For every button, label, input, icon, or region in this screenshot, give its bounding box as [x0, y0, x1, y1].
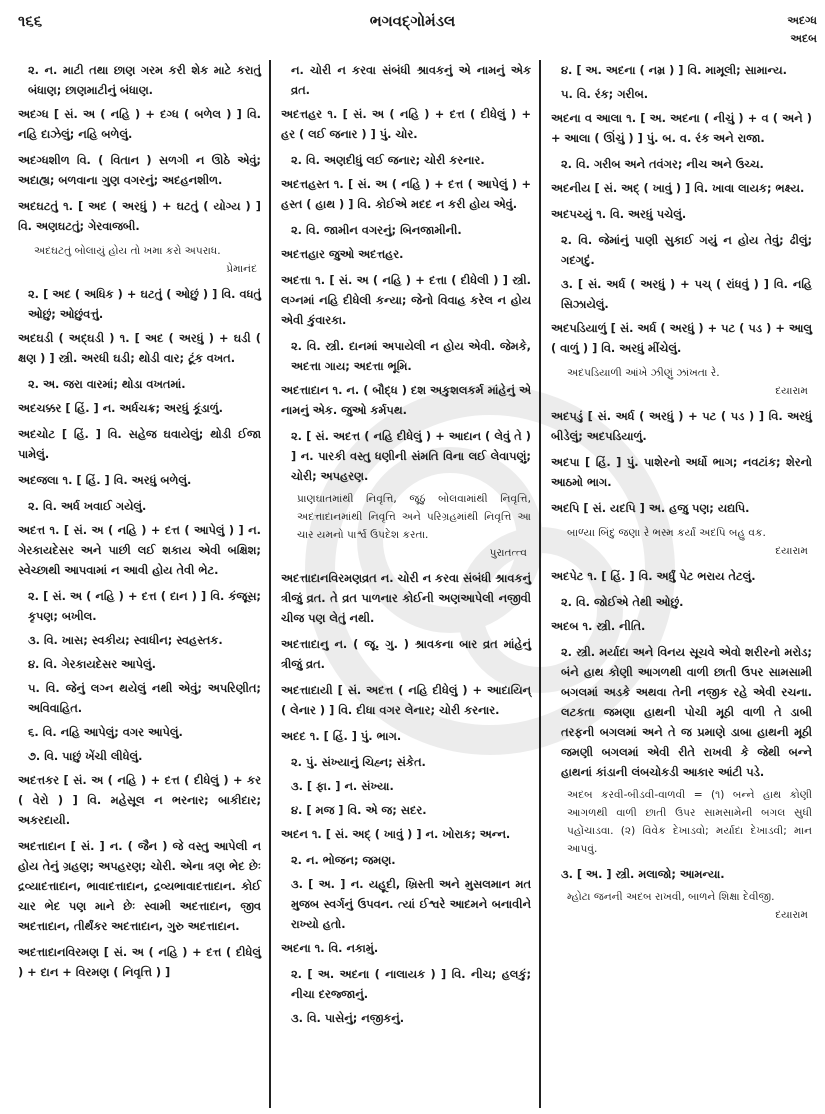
dictionary-entry [551, 498, 812, 518]
definition-text: ૧. [ અદ ( અરધું ) + ઘટતું ( યોગ્ય ) ] વિ. અણઘટતું; ગેરવાજબી. [18, 199, 261, 233]
definition-text: ૨. વિ. અણદીધું લઈ જનાર; ચોરી કરનાર. [291, 153, 485, 167]
headword: અદત્તહાર [281, 247, 325, 261]
definition-text: ૬. વિ. નહિ આપેલું; વગર આપેલું. [28, 725, 183, 739]
entry-sense [281, 752, 531, 772]
definition-text: [ સં. અર્ધ ( અરધું ) + પટ ( પડ ) + આલુ ( વાળું ) ] વિ. અરધું મીંચેલું. [551, 321, 812, 355]
entry-sense [18, 746, 261, 766]
headword: અદગ્ધ [18, 107, 49, 121]
dictionary-entry [551, 406, 812, 446]
dictionary-entry [18, 942, 261, 982]
dictionary-entry [281, 174, 531, 214]
headword: અદપડિયાળું [551, 321, 607, 335]
headword: અદન [281, 827, 308, 841]
definition-text: વિ. ( વિતાન ) સળગી ન ઊઠે એવું; અદાહ્ય; બળવાના ગુણ વગરનું; અદહનશીળ. [18, 153, 261, 187]
headword: અદપિ [551, 501, 580, 515]
definition-text: ૨. વિ. જોઈએ તેથી ઓછું. [561, 595, 684, 609]
definition-text: ૨. [ સં. અ ( નહિ ) + દત્ત ( દાન ) ] વિ. કંજૂસ; કૃપણ; બખીલ. [28, 589, 261, 623]
quote-text: બાળ્યા બિંદુ જણા રે ભસ્મ કર્યાં અદપિ બહુ વક. [567, 527, 766, 539]
entry-sense [281, 150, 531, 170]
dictionary-entry [18, 520, 261, 580]
entry-sense [18, 630, 261, 650]
definition-text: ૩. [ સં. અર્ધ ( અરધું ) + પચ્ ( રાંધવું ) ] વિ. નહિ સિઝાયેલું. [561, 277, 812, 311]
definition-text: ૨. ન. માટી તથા છાણ ગરમ કરી શેક માટે કરાતું બંધાણ; છાણમાટીનું બંધાણ. [28, 63, 261, 97]
definition-text: ૧. [ સં. અદ્ ( ખાવું ) ] ન. ખોરાક; અન્ન. [311, 827, 511, 841]
definition-text: ૧. [ સં. અ ( નહિ ) + દત્ત ( આપેલું ) ] ન. ગેરકાયદેસર અને પાછી લઈ શકાય એવી બક્ષિશ; સ્વેચ્છાથી આપવામાં ન આવી હોય તેવી ભેટ. [18, 523, 261, 577]
column-1 [8, 60, 271, 1108]
definition-text: ૧. [ સં. અ ( નહિ ) + દત્ત ( દીધેલું ) + હર ( લઈ જનાર ) ] પું. ચોર. [281, 107, 531, 141]
definition-text: ૨. ન. ભોજન; જમણ. [291, 853, 396, 867]
entry-sense [18, 654, 261, 674]
definition-text: [ સં. અદ્ ( ખાવું ) ] વિ. ખાવા લાયક; ભક્ષ્ય. [594, 181, 805, 195]
dictionary-entry [281, 680, 531, 720]
headword: અદત્તાદાનુ [281, 637, 329, 651]
entry-sense [281, 336, 531, 376]
definition-text: ૧. સ્ત્રી. નીતિ. [582, 619, 646, 633]
definition-text: [ સં. અ ( નહિ ) + દગ્ધ ( બળેલ ) ] વિ. નહિ દાઝેલું; નહિ બળેલું. [18, 107, 261, 141]
entry-sense [551, 230, 812, 270]
headword: અદત્તાદાયી [281, 683, 333, 697]
entry-sense [18, 496, 261, 516]
quote-source: પ્રેમાનંદ [226, 263, 257, 275]
dictionary-entry [281, 824, 531, 844]
definition-text: ન. ચોરી ન કરવા સંબંધી શ્રાવકનું એ નામનું એક વ્રત. [291, 63, 531, 97]
entry-sense [551, 642, 812, 782]
dictionary-entry [551, 204, 812, 224]
entry-sense [551, 84, 812, 104]
definition-text: ૨. પું. સંખ્યાનું ચિહ્ન; સંકેત. [291, 755, 426, 769]
dictionary-entry [551, 108, 812, 148]
headword: અદઘટતું [18, 199, 59, 213]
dictionary-entry [18, 196, 261, 236]
dictionary-entry [18, 398, 261, 418]
entry-sense [18, 284, 261, 324]
entry-sense [551, 60, 812, 80]
dictionary-entry [281, 938, 531, 958]
headword: અદત્તાદાનવિરમણવ્રત [281, 571, 377, 585]
headword: અદત્તાદાન [281, 383, 329, 397]
definition-text: ૧. વિ. અરધું પચેલું. [596, 207, 687, 221]
dictionary-entry [551, 178, 812, 198]
entry-sense [281, 850, 531, 870]
definition-text: ૧. [ હિં. ] વિ. અર્ધું પેટ ભરાય તેટલું. [587, 569, 756, 583]
definition-text: ૨. વિ. ગરીબ અને તવંગર; નીચ અને ઉચ્ચ. [561, 157, 764, 171]
guide-word-first: અદગ્ધ [787, 14, 817, 27]
dictionary-columns [8, 60, 820, 1108]
headword: અદનીય [551, 181, 591, 195]
headword: અદઘડી ( અદ્ઘડી ) [18, 331, 115, 345]
entry-sense [281, 220, 531, 240]
headword: અદત્તહસ્ત [281, 177, 330, 191]
headword: અદત્ત [18, 523, 46, 537]
definition-text: [ સં. અદત્ત ( નહિ દીધેલું ) + આદાયિન્ ( લેનાર ) ] વિ. દીધા વગર લેનાર; ચોરી કરનાર. [281, 683, 532, 717]
dictionary-entry [18, 104, 261, 144]
definition-text: ૧. [ હિં. ] વિ. અરધું બળેલું. [62, 473, 192, 487]
headword: અદત્તહર [281, 107, 323, 121]
headword: અદના વ આલા [551, 111, 622, 125]
dictionary-entry [281, 104, 531, 144]
definition-text: ૩. [ અ. ] સ્ત્રી. મલાજો; આમન્યા. [561, 867, 725, 881]
citation-quote [551, 364, 812, 400]
definition-text: ૨. [ અદ ( અધિક ) + ઘટતું ( ઓછું ) ] વિ. વધતું ઓછું; ઓછુંવત્તું. [28, 287, 261, 321]
definition-text: ૧. ન. ( બૌદ્ધ ) દશ અકુશલકર્મ માંહેનું એ નામનું એક. જુઓ કર્મપથ. [281, 383, 531, 417]
entry-sense [551, 274, 812, 314]
headword: અદત્તાદાનવિરમણ [18, 945, 100, 959]
dictionary-entry [551, 318, 812, 358]
dictionary-entry [18, 470, 261, 490]
definition-text: ન. ચોરી ન કરવા સંબંધી શ્રાવકનું ત્રીજું વ્રત. તે વ્રત પાળનાર કોઈની અણઆપેલી નજીવી ચીજ પણ લેતું નથી. [281, 571, 531, 625]
dictionary-entry [281, 244, 531, 264]
entry-sense [281, 800, 531, 820]
entry-sense [18, 722, 261, 742]
entry-sense [281, 874, 531, 934]
citation-quote [281, 490, 531, 562]
dictionary-entry [18, 150, 261, 190]
definition-text: ૫. વિ. જેનું લગ્ન થયેલું નથી એવું; અપરિણીત; અવિવાહિત. [28, 681, 261, 715]
headword: અદના [281, 941, 311, 955]
quote-text: અદઘટતું બોલાયું હોય તો ખમા કરો અપરાધ. [34, 245, 221, 257]
definition-text: ૨. વિ. અર્ધ ખવાઈ ગયેલું. [28, 499, 147, 513]
headword: અદગ્ધશીળ [18, 153, 70, 167]
dictionary-entry [281, 726, 531, 746]
citation-quote [551, 888, 812, 924]
headword: અદત્તાદાન [18, 839, 66, 853]
entry-sense [18, 678, 261, 718]
definition-text: ૧. [ સં. અ ( નહિ ) + દત્ત ( આપેલું ) + હસ્ત ( હાથ ) ] વિ. કોઈએ મદદ ન કરી હોય એવું. [281, 177, 532, 211]
headword: અદચક્કર [18, 401, 62, 415]
headword: અદત્તા [281, 273, 311, 287]
entry-sense [18, 374, 261, 394]
definition-text: ૨. વિ. જેમાંનું પાણી સુકાઈ ગયું ન હોય તેવું; ઢીલું; ગદગદું. [561, 233, 812, 267]
definition-text: ૧. [ હિં. ] પું. ભાગ. [309, 729, 402, 743]
definition-text: [ સં. ] ન. ( જૈન ) જે વસ્તુ આપેલી ન હોય તેનું ગ્રહણ; અપહરણ; ચોરી. એના ત્રણ ભેદ છેઃ દ્રવ્યાદત્તાદાન, ભાવાદત્તાદાન, દ્રવ્યભાવાદત્તાદાન. કોઈ ચાર ભેદ પણ માને છેઃ સ્વામી અદત્તાદાન, જીવ અદત્તાદાન, તીર્થંકર અદત્તાદાન, ગુરુ અદત્તાદાન. [18, 839, 261, 933]
entry-sense [18, 586, 261, 626]
entry-sense [281, 776, 531, 796]
definition-text: ૧. [ સં. અ ( નહિ ) + દત્તા ( દીધેલી ) ] સ્ત્રી. લગ્નમાં નહિ દીધેલી કન્યા; જેનો વિવાહ કરેલ ન હોય એવી કુંવારકા. [281, 273, 531, 327]
definition-text: ૪. [ અ. અદના ( નમ્ર ) ] વિ. મામૂલી; સામાન્ય. [561, 63, 787, 77]
quote-text: મ્હોટા જનની અદબ રાખવી, બાળને શિક્ષા દેવીજી. [567, 891, 775, 903]
definition-text: [ હિં. ] વિ. સહેજ ઘવાયેલું; થોડી ઈજા પામેલું. [18, 427, 261, 461]
quote-source: દયારામ [775, 909, 808, 921]
citation-quote [18, 242, 261, 278]
quote-source: દયારામ [775, 385, 808, 397]
dictionary-entry [281, 270, 531, 330]
dictionary-entry [551, 452, 812, 492]
definition-text: ૧. વિ. નકામું. [314, 941, 379, 955]
quote-text: અદપડિયાળી આંખે ઝીણું ઝાંખતા રે. [567, 367, 720, 379]
column-2 [271, 60, 541, 1108]
definition-text: ૭. વિ. પાછું ખેંચી લીધેલું. [28, 749, 143, 763]
quote-text: પ્રાણઘાતમાંથી નિવૃત્તિ, જૂઠું બોલવામાંથી નિવૃત્તિ, અદત્તાદાનમાંથી નિવૃત્તિ અને પરિગ્રહમાંથી નિવૃત્તિ આ ચાર યમનો પાર્શ્વ ઉપદેશ કરતા. [297, 493, 531, 541]
page-header [0, 0, 825, 52]
entry-sense [281, 1008, 531, 1028]
definition-text: [ સં. અ ( નહિ ) + દત્ત ( દીધેલું ) + દાન + વિરમણ ( નિવૃત્તિ ) ] [18, 945, 261, 979]
definition-text: ૨. અ. જરા વારમાં; થોડા વખતમાં. [28, 377, 186, 391]
book-title: ભગવદ્ગોમંડલ [369, 12, 456, 30]
dictionary-entry [18, 770, 261, 830]
entry-sense [18, 60, 261, 100]
dictionary-entry [18, 424, 261, 464]
citation-quote [551, 524, 812, 560]
definition-text: ૨. [ અ. અદના ( નાલાયક ) ] વિ. નીચ; હલકું; નીચા દરજ્જાનું. [291, 967, 531, 1001]
definition-text: ૨. સ્ત્રી. મર્યાદા અને વિનય સૂચવે એવો શરીરનો મરોડ; બંને હાથ કોણી આગળથી વાળી છાતી ઉપર સામસામી બગલમાં અડકે અથવા તેની નજીક રહે એવી રચના. લટકતા જમણા હાથની પોચી મૂઠી વાળી તે ડાબી તરફની બગલમાં અને તે જ પ્રમાણે ડાબા હાથની મૂઠી જમણી બગલમાં એવી રીતે રાખવી કે જેથી બન્ને હાથનાં કાંડાની લંબચોકડી આકાર આંટી પડે. [561, 645, 812, 779]
definition-text: ૩. વિ. ખાસ; સ્વકીય; સ્વાધીન; સ્વહસ્તક. [28, 633, 223, 647]
definition-text: [ સં. યદપિ ] અ. હજુ પણ; યદ્યપિ. [583, 501, 750, 515]
headword: અદપડું [551, 409, 584, 423]
headword: અદદ [281, 729, 306, 743]
definition-text: ૨. વિ. સ્ત્રી. દાનમાં અપાયેલી ન હોય એવી. જેમકે, અદત્તા ગાય; અદત્તા ભૂમિ. [291, 339, 531, 373]
entry-sense [281, 60, 531, 100]
guide-word-last: અદબ [790, 32, 817, 45]
column-3 [541, 60, 820, 1108]
dictionary-entry [281, 634, 531, 674]
dictionary-entry [18, 836, 261, 936]
definition-text: ૩. [ અ. ] ન. યહૂદી, ખ્રિસ્તી અને મુસલમાન મત મુજબ સ્વર્ગનું ઉપવન. ત્યાં ઈશ્વરે આદમને બનાવીને રાખ્યો હતો. [291, 877, 531, 931]
headword: અદપા [551, 455, 580, 469]
headword: અદપેટ [551, 569, 584, 583]
dictionary-entry [551, 566, 812, 586]
definition-text: ૩. વિ. પાસેનું; નજીકનું. [291, 1011, 405, 1025]
definition-text: ૪. વિ. ગેરકાયદેસર આપેલું. [28, 657, 156, 671]
entry-sense [551, 592, 812, 612]
quote-text: અદબ કરવી-બીડવી-વાળવી = (૧) બન્ને હાથ કોણી આગળથી વાળી છાતી ઉપર સામસામેની બગલ સુધી પહોંચાડવા. (૨) વિવેક દેખાડવો; મર્યાદા દેખાડવી; માન આપવું. [567, 789, 812, 855]
definition-text: ૫. વિ. રંક; ગરીબ. [561, 87, 649, 101]
entry-sense [281, 426, 531, 486]
definition-text: ૪. [ મજ ] વિ. એ જ; સદર. [291, 803, 427, 817]
headword: અદબ [551, 619, 579, 633]
entry-sense [551, 154, 812, 174]
dictionary-entry [18, 328, 261, 368]
page-number: ૧૬૬ [18, 12, 43, 30]
definition-text: ન. ( જૂ. ગુ. ) શ્રાવકના બાર વ્રત માંહેનું ત્રીજું વ્રત. [281, 637, 531, 671]
headword: અદત્તકર [18, 773, 60, 787]
entry-sense [281, 964, 531, 1004]
headword: અદજલા [18, 473, 59, 487]
definition-text: ૩. [ ફા. ] ન. સંખ્યા. [291, 779, 394, 793]
definition-text: ૨. વિ. જામીન વગરનું; બિનજામીની. [291, 223, 462, 237]
entry-sense [551, 864, 812, 884]
dictionary-entry [281, 380, 531, 420]
definition-text: ૧. [ અ. અદના ( નીચું ) + વ ( અને ) + આલા ( ઊંચું ) ] પું. બ. વ. રંક અને રાજા. [551, 111, 812, 145]
quote-source: પુરાતત્ત્વ [489, 547, 527, 559]
definition-text: [ હિં. ] ન. અર્ધચક્ર; અરધું કૂંડાળું. [65, 401, 224, 415]
quote-source: દયારામ [775, 545, 808, 557]
headword: અદચોટ [18, 427, 55, 441]
citation-quote [551, 786, 812, 858]
dictionary-entry [551, 616, 812, 636]
definition-text: ૨. [ સં. અદત્ત ( નહિ દીધેલું ) + આદાન ( લેવું તે ) ] ન. પારકી વસ્તુ ધણીની સંમતિ વિના લઈ લેવાપણું; ચોરી; અપહરણ. [291, 429, 531, 483]
dictionary-entry [281, 568, 531, 628]
definition-text: [ હિં. ] પું. પાશેરનો અર્ધો ભાગ; નવટાંક; શેરનો આઠમો ભાગ. [551, 455, 812, 489]
definition-text: [ સં. અર્ધ ( અરધું ) + પટ ( પડ ) ] વિ. અરધું બીડેલું; અદપડિયાળું. [551, 409, 812, 443]
definition-text: જુઓ અદત્તહર. [328, 247, 404, 261]
definition-text: ૧. [ અદ ( અરધું ) + ઘડી ( ક્ષણ ) ] સ્ત્રી. અરધી ઘડી; થોડી વાર; ટૂંક વખત. [18, 331, 261, 365]
definition-text: [ સં. અ ( નહિ ) + દત્ત ( દીધેલું ) + કર ( વેરો ) ] વિ. મહેસૂલ ન ભરનાર; બાકીદાર; અકરદાયી. [18, 773, 261, 827]
headword: અદપચ્યું [551, 207, 593, 221]
